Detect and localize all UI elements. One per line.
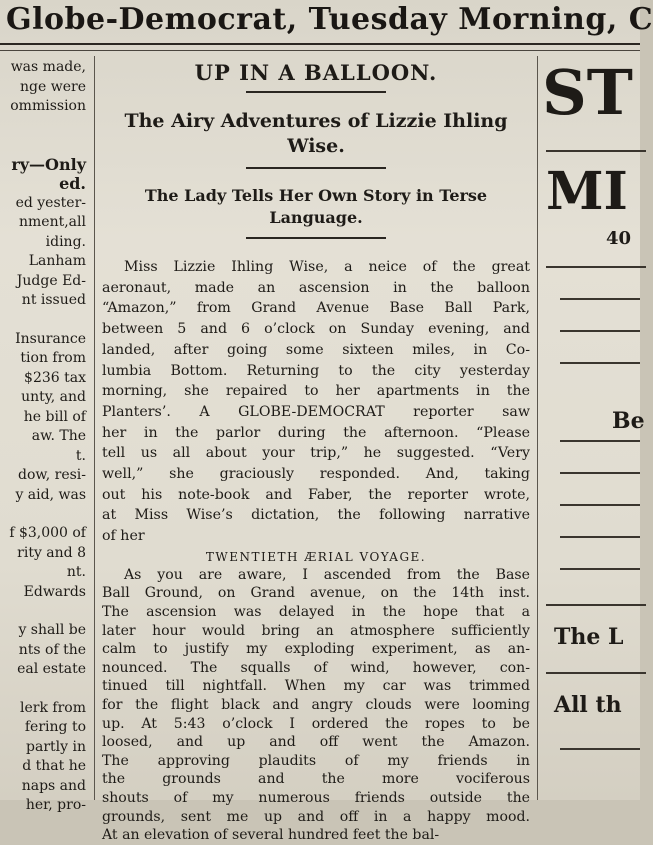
right-rule	[560, 330, 640, 332]
right-rule	[546, 604, 646, 606]
column-rule-right	[537, 56, 538, 800]
left-column-line: Insurance	[15, 330, 86, 347]
paragraph-line: shouts of my numerous friends outside the	[102, 789, 530, 806]
right-text-fragment: All th	[554, 692, 622, 718]
left-column-line: fering to	[24, 719, 86, 735]
paragraph-line: between 5 and 6 o’clock on Sunday evening, and	[102, 321, 530, 338]
deck-primary-line: The Airy Adventures of Lizzie Ihling	[124, 110, 508, 132]
paragraph-line: tinued till nightfall. When my car was trimmed	[102, 678, 530, 695]
paragraph-line: The approving plaudits of my friends in	[102, 752, 530, 769]
right-number-fragment: 40	[606, 228, 632, 249]
paragraph-line: Ball Ground, on Grand avenue, on the 14th inst.	[102, 585, 530, 602]
right-rule	[560, 440, 640, 442]
narrative-paragraph	[102, 566, 530, 845]
left-column-line: Edwards	[23, 583, 86, 600]
right-text-fragment: Be	[612, 408, 645, 434]
left-column-line	[0, 602, 86, 621]
paragraph-line: for the flight black and angry clouds were looming	[102, 697, 530, 713]
paragraph-line: up. At 5:43 o’clock I ordered the ropes to be	[102, 715, 530, 732]
left-column-line: f $3,000 of	[9, 525, 86, 541]
left-column-line: Judge Ed-	[16, 272, 86, 289]
paragraph-line: landed, after going some sixteen miles, in Co-	[102, 341, 530, 358]
masthead: Globe-Democrat, Tuesday Morning, C	[6, 2, 653, 37]
paragraph-line: lumbia Bottom. Returning to the city yesterday	[102, 362, 530, 379]
left-column-line: Lanham	[28, 253, 86, 269]
left-column-line: nts of the	[18, 641, 86, 658]
paragraph-line: At an elevation of several hundred feet the bal-	[102, 827, 440, 844]
right-rule	[560, 504, 640, 506]
paragraph-line: calm to justify my exploding experiment, as an-	[102, 641, 530, 658]
paragraph-line: nounced. The squalls of wind, however, con-	[102, 659, 530, 676]
left-column-line: unty, and	[21, 389, 86, 405]
column-rule-left	[94, 56, 95, 800]
paragraph-line: well,” she graciously responded. And, taking	[102, 466, 530, 483]
article-deck-primary	[102, 109, 530, 159]
paragraph-line: tell us all about your trip,” he suggested. “Very	[102, 445, 530, 462]
right-headline-fragment: MI	[546, 161, 628, 222]
paragraph-line: aeronaut, made an ascension in the balloon	[102, 279, 530, 296]
deck-primary-line: Wise.	[287, 135, 345, 157]
paragraph-line: Planters’. A GLOBE-DEMOCRAT reporter saw	[102, 403, 530, 420]
intro-paragraph	[102, 257, 530, 547]
paragraph-line: Miss Lizzie Ihling Wise, a neice of the great	[124, 259, 530, 275]
left-column-line: y shall be	[18, 622, 86, 638]
right-rule	[560, 748, 640, 750]
left-column-line: iding.	[45, 233, 86, 250]
deck-secondary-line: The Lady Tells Her Own Story in Terse	[144, 186, 488, 205]
right-rule	[546, 672, 646, 674]
deck-rule	[246, 237, 386, 239]
left-column-line: ed.	[59, 174, 86, 193]
left-column-line: ommission	[10, 98, 86, 114]
left-column-line: lerk from	[20, 699, 86, 716]
left-column-line: nge were	[20, 78, 86, 95]
left-column-line: $236 tax	[24, 369, 86, 386]
left-column-line: tion from	[20, 350, 86, 366]
left-column-line: y aid, was	[15, 486, 86, 503]
left-column-line	[0, 311, 86, 330]
right-headline-fragment: ST	[542, 56, 633, 129]
left-column-line	[0, 680, 86, 699]
left-column	[0, 58, 86, 813]
left-column-line: nt issued	[21, 292, 86, 308]
article-headline: UP IN A BALLOON.	[194, 60, 438, 85]
headline-rule	[246, 91, 386, 93]
paragraph-line: grounds, sent me up and off in a happy mood.	[102, 808, 530, 825]
paragraph-line: morning, she repaired to her apartments in the	[102, 383, 530, 400]
right-text-fragment: The L	[554, 624, 624, 650]
paragraph-line: her in the parlor during the afternoon. “Please	[102, 424, 530, 441]
paragraph-line: As you are aware, I ascended from the Base	[124, 566, 530, 583]
left-column-line	[0, 136, 86, 155]
left-column-line	[0, 505, 86, 524]
left-column-line: rity and 8	[17, 544, 86, 561]
left-column-line: eal estate	[17, 661, 86, 677]
right-rule	[560, 536, 640, 538]
left-column-line: t.	[75, 447, 86, 464]
right-rule	[546, 266, 646, 268]
paragraph-line: “Amazon,” from Grand Avenue Base Ball Park,	[102, 300, 530, 317]
masthead-rule-thin	[0, 50, 640, 51]
right-rule	[560, 362, 640, 364]
paragraph-line: out his note-book and Faber, the reporter wrote,	[102, 486, 530, 503]
paragraph-line: later hour would bring an atmosphere sufficiently	[102, 622, 530, 639]
left-column-line: aw. The	[31, 428, 86, 444]
article	[102, 60, 530, 844]
left-column-line: partly in	[26, 738, 86, 755]
right-rule	[560, 472, 640, 474]
left-column-line: d that he	[22, 758, 86, 774]
left-column-line	[0, 117, 86, 136]
masthead-rule	[0, 43, 640, 45]
left-column-line: nt.	[66, 564, 86, 580]
right-rule	[546, 150, 646, 152]
paragraph-line: at Miss Wise’s dictation, the following narrative	[102, 507, 530, 524]
section-subhead: TWENTIETH ÆRIAL VOYAGE.	[205, 549, 427, 564]
article-deck-secondary	[102, 185, 530, 229]
left-column-line: ed yester-	[15, 194, 86, 211]
paragraph-line: The ascension was delayed in the hope that a	[102, 604, 530, 621]
right-rule	[560, 298, 640, 300]
left-column-line: nment,all	[19, 214, 86, 230]
right-rule	[560, 568, 640, 570]
left-column-line: was made,	[10, 59, 86, 75]
paragraph-line: the grounds and the more vociferous	[102, 771, 530, 788]
left-column-line: he bill of	[23, 408, 86, 425]
paragraph-line: loosed, and up and off went the Amazon.	[102, 734, 530, 751]
left-column-line: naps and	[21, 777, 86, 794]
left-column-line: dow, resi-	[18, 467, 86, 483]
deck-rule	[246, 167, 386, 169]
right-column	[540, 56, 645, 800]
left-column-line: her, pro-	[25, 797, 86, 813]
paragraph-line: of her	[102, 528, 145, 545]
left-column-line: ry—Only	[11, 154, 86, 174]
deck-secondary-line: Language.	[269, 208, 363, 227]
